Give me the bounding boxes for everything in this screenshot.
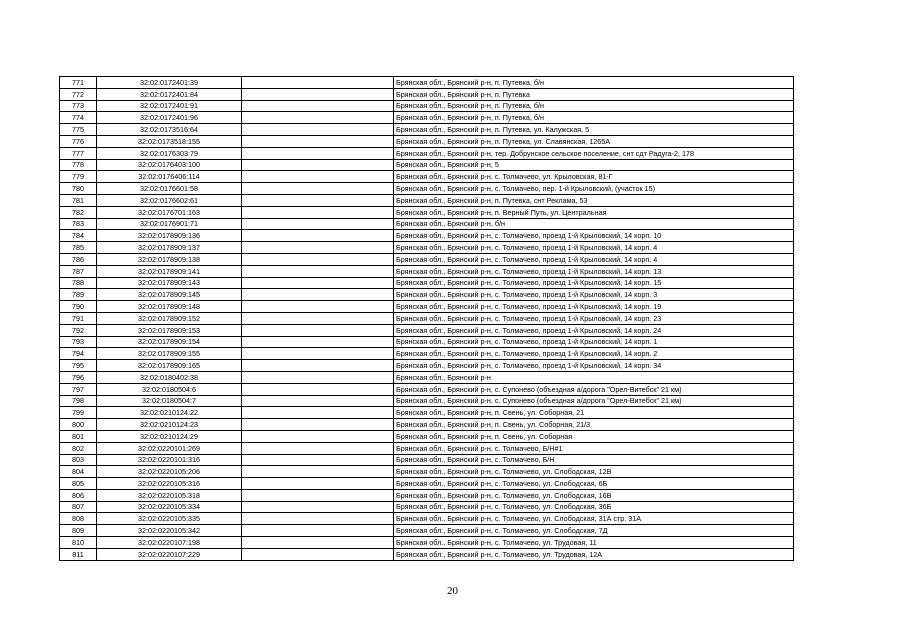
- cadastral-number: 32:02:0180504:6: [97, 383, 242, 395]
- row-number: 772: [60, 88, 97, 100]
- row-number: 789: [60, 289, 97, 301]
- row-number: 783: [60, 218, 97, 230]
- row-number: 782: [60, 206, 97, 218]
- table-row: [60, 242, 794, 254]
- page-number: 20: [447, 585, 458, 597]
- empty-cell: [242, 277, 394, 289]
- address-cell: Брянская обл., Брянский р-н, с. Толмачево, проезд 1-й Крыловский, 14 корп. 3: [394, 289, 794, 301]
- row-number: 787: [60, 265, 97, 277]
- address-cell: Брянская обл., Брянский р-н, с. Толмачево, Б/Н#1: [394, 442, 794, 454]
- cadastral-number: 32:02:0176406:114: [97, 171, 242, 183]
- address-cell: Брянская обл., Брянский р-н, п. Свень, ул. Соборная, 21: [394, 407, 794, 419]
- cadastral-number: 32:02:0176601:58: [97, 183, 242, 195]
- row-number: 804: [60, 466, 97, 478]
- address-cell: Брянская обл., Брянский р-н, п. Путевка, ул. Калужская, 5: [394, 124, 794, 136]
- cadastral-table: [59, 76, 794, 561]
- empty-cell: [242, 489, 394, 501]
- cadastral-number: 32:02:0178909:152: [97, 312, 242, 324]
- table-row: [60, 348, 794, 360]
- empty-cell: [242, 430, 394, 442]
- cadastral-number: 32:02:0220107:198: [97, 537, 242, 549]
- table-row: [60, 194, 794, 206]
- row-number: 799: [60, 407, 97, 419]
- table-row: [60, 88, 794, 100]
- address-cell: Брянская обл., Брянский р-н, с. Толмачево, проезд 1-й Крыловский, 14 корп. 19: [394, 301, 794, 313]
- empty-cell: [242, 206, 394, 218]
- cadastral-table-body: [60, 77, 794, 561]
- empty-cell: [242, 77, 394, 89]
- cadastral-number: 32:02:0178909:165: [97, 360, 242, 372]
- table-row: [60, 324, 794, 336]
- table-row: [60, 478, 794, 490]
- row-number: 778: [60, 159, 97, 171]
- table-row: [60, 218, 794, 230]
- row-number: 793: [60, 336, 97, 348]
- cadastral-number: 32:02:0178909:136: [97, 230, 242, 242]
- address-cell: Брянская обл., Брянский р-н, с. Толмачево, проезд 1-й Крыловский, 14 корп. 15: [394, 277, 794, 289]
- cadastral-number: 32:02:0178909:154: [97, 336, 242, 348]
- table-row: [60, 135, 794, 147]
- address-cell: Брянская обл., Брянский р-н, с. Толмачево, проезд 1-й Крыловский, 14 корп. 24: [394, 324, 794, 336]
- row-number: 777: [60, 147, 97, 159]
- address-cell: Брянская обл., Брянский р-н, п. Путевка: [394, 88, 794, 100]
- empty-cell: [242, 324, 394, 336]
- address-cell: Брянская обл., Брянский р-н, п. Путевка, снт Реклама, 53: [394, 194, 794, 206]
- row-number: 792: [60, 324, 97, 336]
- cadastral-number: 32:02:0176403:100: [97, 159, 242, 171]
- address-cell: Брянская обл., Брянский р-н, б/н: [394, 218, 794, 230]
- cadastral-number: 32:02:0220105:206: [97, 466, 242, 478]
- table-row: [60, 383, 794, 395]
- address-cell: Брянская обл., Брянский р-н, п. Путевка, б/н: [394, 112, 794, 124]
- cadastral-number: 32:02:0220105:316: [97, 478, 242, 490]
- table-row: [60, 253, 794, 265]
- table-row: [60, 289, 794, 301]
- empty-cell: [242, 395, 394, 407]
- empty-cell: [242, 112, 394, 124]
- row-number: 785: [60, 242, 97, 254]
- empty-cell: [242, 242, 394, 254]
- address-cell: Брянская обл., Брянский р-н, с. Толмачево, ул. Слободская, 16В: [394, 489, 794, 501]
- table-row: [60, 360, 794, 372]
- empty-cell: [242, 466, 394, 478]
- empty-cell: [242, 513, 394, 525]
- address-cell: Брянская обл., Брянский р-н, с. Толмачево, ул. Слободская, 6Б: [394, 478, 794, 490]
- row-number: 795: [60, 360, 97, 372]
- table-row: [60, 501, 794, 513]
- table-row: [60, 489, 794, 501]
- cadastral-number: 32:02:0210124:22: [97, 407, 242, 419]
- table-row: [60, 100, 794, 112]
- empty-cell: [242, 419, 394, 431]
- address-cell: Брянская обл., Брянский р-н, с. Толмачево, проезд 1-й Крыловский, 14 корп. 10: [394, 230, 794, 242]
- address-cell: Брянская обл., Брянский р-н, с. Толмачево, проезд 1-й Крыловский, 14 корп. 4: [394, 242, 794, 254]
- address-cell: Брянская обл., Брянский р-н, с. Толмачево, проезд 1-й Крыловский, 14 корп. 1: [394, 336, 794, 348]
- table-row: [60, 112, 794, 124]
- table-row: [60, 442, 794, 454]
- table-row: [60, 147, 794, 159]
- row-number: 780: [60, 183, 97, 195]
- address-cell: Брянская обл., Брянский р-н, с. Супонево (объездная а/дорога "Орел-Витебск" 21 км): [394, 383, 794, 395]
- row-number: 771: [60, 77, 97, 89]
- row-number: 802: [60, 442, 97, 454]
- empty-cell: [242, 171, 394, 183]
- address-cell: Брянская обл., Брянский р-н, п. Путевка, б/н: [394, 100, 794, 112]
- row-number: 797: [60, 383, 97, 395]
- address-cell: Брянская обл., Брянский р-н, с. Толмачево, проезд 1-й Крыловский, 14 корп. 4: [394, 253, 794, 265]
- table-row: [60, 336, 794, 348]
- cadastral-number: 32:02:0173516:64: [97, 124, 242, 136]
- address-cell: Брянская обл., Брянский р-н: [394, 371, 794, 383]
- row-number: 788: [60, 277, 97, 289]
- row-number: 790: [60, 301, 97, 313]
- empty-cell: [242, 253, 394, 265]
- address-cell: Брянская обл., Брянский р-н, п. Верный Путь, ул. Центральная: [394, 206, 794, 218]
- empty-cell: [242, 478, 394, 490]
- row-number: 784: [60, 230, 97, 242]
- cadastral-number: 32:02:0220105:342: [97, 525, 242, 537]
- row-number: 791: [60, 312, 97, 324]
- address-cell: Брянская обл., Брянский р-н, с. Толмачево, проезд 1-й Крыловский, 14 корп. 2: [394, 348, 794, 360]
- address-cell: Брянская обл., Брянский р-н, тер. Добрунское сельское поселение, снт сдт Радуга-2, 178: [394, 147, 794, 159]
- cadastral-number: 32:02:0172401:84: [97, 88, 242, 100]
- cadastral-number: 32:02:0178909:143: [97, 277, 242, 289]
- empty-cell: [242, 135, 394, 147]
- empty-cell: [242, 312, 394, 324]
- row-number: 798: [60, 395, 97, 407]
- empty-cell: [242, 147, 394, 159]
- table-row: [60, 171, 794, 183]
- cadastral-number: 32:02:0178909:153: [97, 324, 242, 336]
- table-row: [60, 395, 794, 407]
- row-number: 800: [60, 419, 97, 431]
- cadastral-number: 32:02:0176303:79: [97, 147, 242, 159]
- table-row: [60, 419, 794, 431]
- address-cell: Брянская обл., Брянский р-н, с. Толмачево, ул. Трудовая, 12А: [394, 548, 794, 560]
- row-number: 775: [60, 124, 97, 136]
- address-cell: Брянская обл., Брянский р-н, п. Свень, ул. Соборная: [394, 430, 794, 442]
- empty-cell: [242, 301, 394, 313]
- table-row: [60, 525, 794, 537]
- row-number: 779: [60, 171, 97, 183]
- cadastral-number: 32:02:0173518:155: [97, 135, 242, 147]
- empty-cell: [242, 265, 394, 277]
- cadastral-number: 32:02:0178909:145: [97, 289, 242, 301]
- table-row: [60, 230, 794, 242]
- cadastral-number: 32:02:0178909:155: [97, 348, 242, 360]
- table-row: [60, 159, 794, 171]
- table-row: [60, 301, 794, 313]
- cadastral-number: 32:02:0176602:61: [97, 194, 242, 206]
- table-row: [60, 454, 794, 466]
- empty-cell: [242, 289, 394, 301]
- empty-cell: [242, 218, 394, 230]
- cadastral-number: 32:02:0220105:334: [97, 501, 242, 513]
- address-cell: Брянская обл., Брянский р-н, с. Толмачево, ул. Слободская, 12В: [394, 466, 794, 478]
- table-row: [60, 371, 794, 383]
- table-row: [60, 265, 794, 277]
- empty-cell: [242, 525, 394, 537]
- table-row: [60, 430, 794, 442]
- cadastral-number: 32:02:0178909:138: [97, 253, 242, 265]
- row-number: 809: [60, 525, 97, 537]
- address-cell: Брянская обл., Брянский р-н, с. Толмачево, пер. 1-й Крыловский, (участок 15): [394, 183, 794, 195]
- address-cell: Брянская обл., Брянский р-н, 5: [394, 159, 794, 171]
- table-row: [60, 466, 794, 478]
- row-number: 773: [60, 100, 97, 112]
- table-row: [60, 277, 794, 289]
- empty-cell: [242, 501, 394, 513]
- table-row: [60, 407, 794, 419]
- row-number: 776: [60, 135, 97, 147]
- cadastral-number: 32:02:0178909:137: [97, 242, 242, 254]
- row-number: 794: [60, 348, 97, 360]
- empty-cell: [242, 360, 394, 372]
- address-cell: Брянская обл., Брянский р-н, с. Толмачево, проезд 1-й Крыловский, 14 корп. 13: [394, 265, 794, 277]
- address-cell: Брянская обл., Брянский р-н, с. Супонево (объездная а/дорога "Орел-Витебск" 21 км): [394, 395, 794, 407]
- address-cell: Брянская обл., Брянский р-н, с. Толмачево, ул. Слободская, 7Д: [394, 525, 794, 537]
- empty-cell: [242, 537, 394, 549]
- empty-cell: [242, 124, 394, 136]
- address-cell: Брянская обл., Брянский р-н, п. Путевка, б/н: [394, 77, 794, 89]
- empty-cell: [242, 371, 394, 383]
- row-number: 786: [60, 253, 97, 265]
- empty-cell: [242, 230, 394, 242]
- empty-cell: [242, 407, 394, 419]
- table-row: [60, 513, 794, 525]
- cadastral-number: 32:02:0210124:29: [97, 430, 242, 442]
- row-number: 803: [60, 454, 97, 466]
- cadastral-number: 32:02:0176701:163: [97, 206, 242, 218]
- row-number: 774: [60, 112, 97, 124]
- table-row: [60, 206, 794, 218]
- row-number: 801: [60, 430, 97, 442]
- empty-cell: [242, 383, 394, 395]
- row-number: 805: [60, 478, 97, 490]
- empty-cell: [242, 100, 394, 112]
- table-row: [60, 537, 794, 549]
- row-number: 807: [60, 501, 97, 513]
- cadastral-number: 32:02:0172401:91: [97, 100, 242, 112]
- address-cell: Брянская обл., Брянский р-н, с. Толмачево, проезд 1-й Крыловский, 14 корп. 34: [394, 360, 794, 372]
- cadastral-number: 32:02:0176901:71: [97, 218, 242, 230]
- table-row: [60, 124, 794, 136]
- row-number: 808: [60, 513, 97, 525]
- cadastral-number: 32:02:0220105:335: [97, 513, 242, 525]
- address-cell: Брянская обл., Брянский р-н, с. Толмачево, проезд 1-й Крыловский, 14 корп. 23: [394, 312, 794, 324]
- table-row: [60, 312, 794, 324]
- table-row: [60, 183, 794, 195]
- cadastral-number: 32:02:0220105:318: [97, 489, 242, 501]
- address-cell: Брянская обл., Брянский р-н, с. Толмачево, ул. Слободская, 31А стр. 31А: [394, 513, 794, 525]
- row-number: 806: [60, 489, 97, 501]
- address-cell: Брянская обл., Брянский р-н, с. Толмачево, Б/Н: [394, 454, 794, 466]
- empty-cell: [242, 442, 394, 454]
- cadastral-number: 32:02:0180402:38: [97, 371, 242, 383]
- address-cell: Брянская обл., Брянский р-н, с. Толмачево, ул. Крыловская, 81-Г: [394, 171, 794, 183]
- empty-cell: [242, 454, 394, 466]
- empty-cell: [242, 348, 394, 360]
- row-number: 796: [60, 371, 97, 383]
- empty-cell: [242, 183, 394, 195]
- address-cell: Брянская обл., Брянский р-н, с. Толмачево, ул. Трудовая, 11: [394, 537, 794, 549]
- cadastral-number: 32:02:0220101:316: [97, 454, 242, 466]
- cadastral-number: 32:02:0172401:39: [97, 77, 242, 89]
- empty-cell: [242, 194, 394, 206]
- address-cell: Брянская обл., Брянский р-н, с. Толмачево, ул. Слободская, 36Б: [394, 501, 794, 513]
- cadastral-number: 32:02:0172401:96: [97, 112, 242, 124]
- cadastral-number: 32:02:0220107:229: [97, 548, 242, 560]
- table-row: [60, 77, 794, 89]
- empty-cell: [242, 88, 394, 100]
- row-number: 781: [60, 194, 97, 206]
- row-number: 811: [60, 548, 97, 560]
- address-cell: Брянская обл., Брянский р-н, п. Свень, ул. Соборная, 21/3: [394, 419, 794, 431]
- empty-cell: [242, 159, 394, 171]
- address-cell: Брянская обл., Брянский р-н, п. Путевка, ул. Славянская, 1265А: [394, 135, 794, 147]
- cadastral-number: 32:02:0178909:141: [97, 265, 242, 277]
- cadastral-number: 32:02:0178909:148: [97, 301, 242, 313]
- cadastral-number: 32:02:0180504:7: [97, 395, 242, 407]
- cadastral-number: 32:02:0220101:269: [97, 442, 242, 454]
- empty-cell: [242, 548, 394, 560]
- row-number: 810: [60, 537, 97, 549]
- cadastral-number: 32:02:0210124:23: [97, 419, 242, 431]
- empty-cell: [242, 336, 394, 348]
- table-row: [60, 548, 794, 560]
